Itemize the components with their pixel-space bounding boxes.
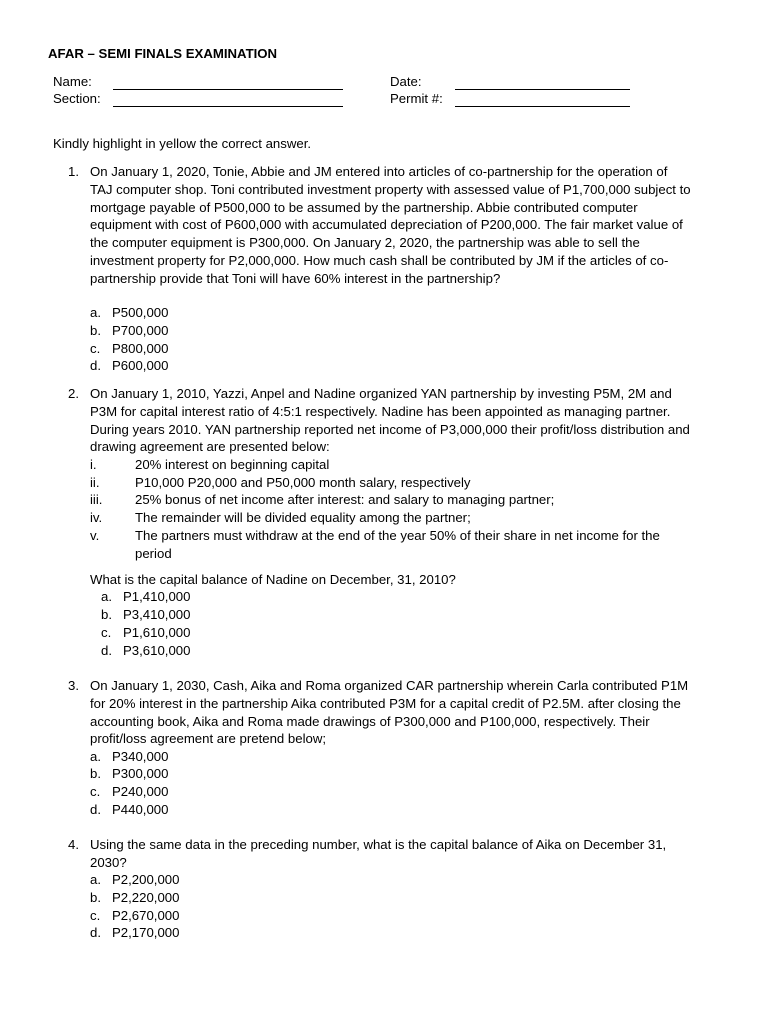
question-2-prompt: What is the capital balance of Nadine on December, 31, 2010? xyxy=(90,572,456,587)
name-label: Name: xyxy=(53,74,92,89)
option-q4-c[interactable]: c. P2,670,000 xyxy=(90,908,180,923)
option-q2-b[interactable]: b. P3,410,000 xyxy=(101,607,191,622)
question-text: Using the same data in the preceding number, what is the capital balance of Aika on December 31, 2030? xyxy=(90,837,667,870)
exam-page: AFAR – SEMI FINALS EXAMINATION Name: Section: Date: Permit #: Kindly highlight in yellow the correct answer. 1. On January 1, 2020, Tonie, Abbie and JM entered into articles of co-partnership for the operation of TAJ computer shop. Toni contributed investment property with assessed value of P1,700,000 subject to mortgage payable of P500,000 to be assumed by the partnership. Abbie contributed computer equipment with cost of P600,000 with accumulated depreciation of P200,000. The fair market value of the computer equipment is P300,000. On January 2, 2020, the partnership was able to sell the investment property for P2,000,000. How much cash shall be contributed by JM if the articles of co- partnership provide that Toni will have 60% interest in the partnership? a. P500,000 b. P700,000 c. P800,000 d. P600,000 2. On January 1, 2010, Yazzi, Anpel and Nadine organized YAN partnership by investing P5M, 2M and P3M for capital interest ratio of 4:5:1 respectively. Nadine has been appointed as managing partner. During years 2010. YAN partnership reported net income of P3,000,000 their profit/loss distribution and drawing agreement are presented below: i. 20% interest on beginning capital ii. P10,000 P20,000 and P50,000 month salary, respectively iii. 25% bonus of net income after interest: and salary to managing partner; iv. The remainder will be divided equality among the partner; v. The partners must withdraw at the end of the year 50% of their share in net income for the period What is the capital balance of Nadine on December, 31, 2010? a. P1,410,000 b. P3,410,000 c. P1,610,000 d. P3,610,000 3. On January 1, 2030, Cash, Aika and Roma organized CAR partnership wherein Carla contributed P1M for 20% interest in the partnership Aika contributed P3M for a capital credit of P2.5M. after closing the accounting book, Aika and Roma made drawings of P300,000 and P100,000, respectively. Their profit/loss agreement are pretend below; a. P340,000 b. P300,000 c. P240,000 d. P440,000 4. Using the same data in the preceding number, what is the capital balance of Aika on December 31, 2030? a. P2,200,000 b. P2,220,000 c. P2,670,000 d. P2,170,000 xyxy=(48,46,691,940)
option-q3-b[interactable]: b. P300,000 xyxy=(90,766,169,781)
date-field[interactable] xyxy=(455,89,630,90)
question-number: 3. xyxy=(68,678,79,693)
question-text: On January 1, 2010, Yazzi, Anpel and Nadine organized YAN partnership by investing P5M, 2M and P3M for capital interest ratio of 4:5:1 respectively. Nadine has been appointed as managing partner. During years 2010. YAN partnership reported net income of P3,000,000 their profit/loss distribution and drawing agreement are presented below: xyxy=(90,386,690,455)
option-q1-a[interactable]: a. P500,000 xyxy=(90,305,169,320)
permit-label: Permit #: xyxy=(390,91,443,106)
section-field[interactable] xyxy=(113,106,343,107)
question-number: 4. xyxy=(68,837,79,852)
option-q4-d[interactable]: d. P2,170,000 xyxy=(90,925,180,940)
option-q2-a[interactable]: a. P1,410,000 xyxy=(101,589,191,604)
option-q2-d[interactable]: d. P3,610,000 xyxy=(101,643,191,658)
instruction-text: Kindly highlight in yellow the correct answer. xyxy=(53,136,312,151)
option-q4-b[interactable]: b. P2,220,000 xyxy=(90,890,180,905)
question-text: On January 1, 2030, Cash, Aika and Roma organized CAR partnership wherein Carla contributed P1M for 20% interest in the partnership Aika contributed P3M for a capital credit of P2.5M. after closing the accounting book, Aika and Roma made drawings of P300,000 and P100,000, respectively. Their profit/loss agreement are pretend below; xyxy=(90,678,689,747)
permit-field[interactable] xyxy=(455,106,630,107)
option-q1-b[interactable]: b. P700,000 xyxy=(90,323,169,338)
option-q2-c[interactable]: c. P1,610,000 xyxy=(101,625,191,640)
question-text: On January 1, 2020, Tonie, Abbie and JM entered into articles of co-partnership for the operation of TAJ computer shop. Toni contributed investment property with assessed value of P1,700,000 subject to mortgage payable of P500,000 to be assumed by the partnership. Abbie contributed computer equipment with cost of P600,000 with accumulated depreciation of P200,000. The fair market value of the computer equipment is P300,000. On January 2, 2020, the partnership was able to sell the investment property for P2,000,000. How much cash shall be contributed by JM if the articles of co- partnership provide that Toni will have 60% interest in the partnership? xyxy=(90,164,691,286)
section-label: Section: xyxy=(53,91,101,106)
option-q1-c[interactable]: c. P800,000 xyxy=(90,341,169,356)
option-q3-d[interactable]: d. P440,000 xyxy=(90,802,169,817)
exam-title: AFAR – SEMI FINALS EXAMINATION xyxy=(48,46,278,61)
question-number: 1. xyxy=(68,164,79,179)
question-number: 2. xyxy=(68,386,79,401)
option-q1-d[interactable]: d. P600,000 xyxy=(90,358,169,373)
name-field[interactable] xyxy=(113,89,343,90)
option-q4-a[interactable]: a. P2,200,000 xyxy=(90,872,180,887)
date-label: Date: xyxy=(390,74,422,89)
option-q3-c[interactable]: c. P240,000 xyxy=(90,784,169,799)
option-q3-a[interactable]: a. P340,000 xyxy=(90,749,169,764)
